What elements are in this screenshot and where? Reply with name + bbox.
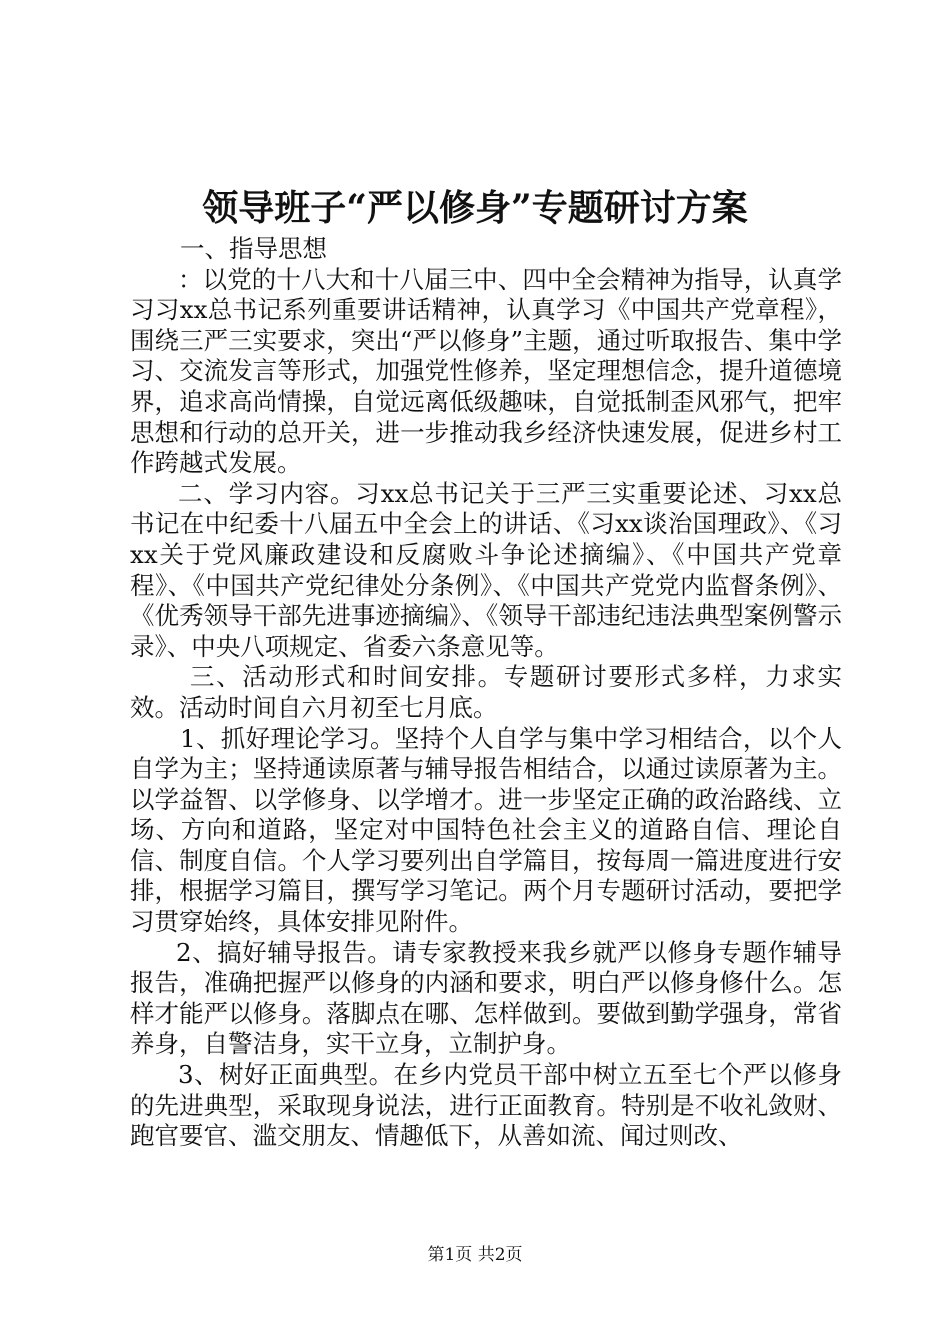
document-body xyxy=(130,234,842,1152)
section-heading-guiding-ideology: 一、指导思想 xyxy=(180,234,327,263)
paragraph-guiding-ideology: ：以党的十八大和十八届三中、四中全会精神为指导，认真学习习xx总书记系列重要讲话精神，认真学习《中国共产党章程》，围绕三严三实要求，突出“严以修身”主题，通过听取报告、集中学习、交流发言等形式，加强党性修养，坚定理想信念，提升道德境界，追求高尚情操，自觉远离低级趣味，自觉抵制歪风邪气，把牢思想和行动的总开关，进一步推动我乡经济快速发展，促进乡村工作跨越式发展。 xyxy=(130,264,842,478)
paragraph-study-content: 二、学习内容。习xx总书记关于三严三实重要论述、习xx总书记在中纪委十八届五中全会上的讲话、《习xx谈治国理政》、《习xx关于党风廉政建设和反腐败斗争论述摘编》、《中国共产党章程》、《中国共产党纪律处分条例》、《中国共产党党内监督条例》、《优秀领导干部先进事迹摘编》、《领导干部违纪违法典型案例警示录》、中央八项规定、省委六条意见等。 xyxy=(130,478,842,661)
paragraph-positive-examples: 3、树好正面典型。在乡内党员干部中树立五至七个严以修身的先进典型，采取现身说法，进行正面教育。特别是不收礼敛财、跑官要官、滥交朋友、情趣低下，从善如流、闻过则改、 xyxy=(130,1060,842,1151)
document-title: 领导班子“严以修身”专题研讨方案 xyxy=(202,187,748,229)
paragraph-activity-schedule: 三、活动形式和时间安排。专题研讨要形式多样，力求实效。活动时间自六月初至七月底。 xyxy=(130,662,842,722)
paragraph-theory-study: 1、抓好理论学习。坚持个人自学与集中学习相结合，以个人自学为主；坚持通读原著与辅导报告相结合，以通过读原著为主。以学益智、以学修身、以学增才。进一步坚定正确的政治路线、立场、方向和道路，坚定对中国特色社会主义的道路自信、理论自信、制度自信。个人学习要列出自学篇目，按每周一篇进度进行安排，根据学习篇目，撰写学习笔记。两个月专题研讨活动，要把学习贯穿始终，具体安排见附件。 xyxy=(130,723,842,937)
paragraph-lecture-report: 2、搞好辅导报告。请专家教授来我乡就严以修身专题作辅导报告，准确把握严以修身的内涵和要求，明白严以修身修什么。怎样才能严以修身。落脚点在哪、怎样做到。要做到勤学强身，常省养身，自警洁身，实干立身，立制护身。 xyxy=(130,937,842,1059)
page-number-footer: 第1页 共2页 xyxy=(427,1245,523,1265)
